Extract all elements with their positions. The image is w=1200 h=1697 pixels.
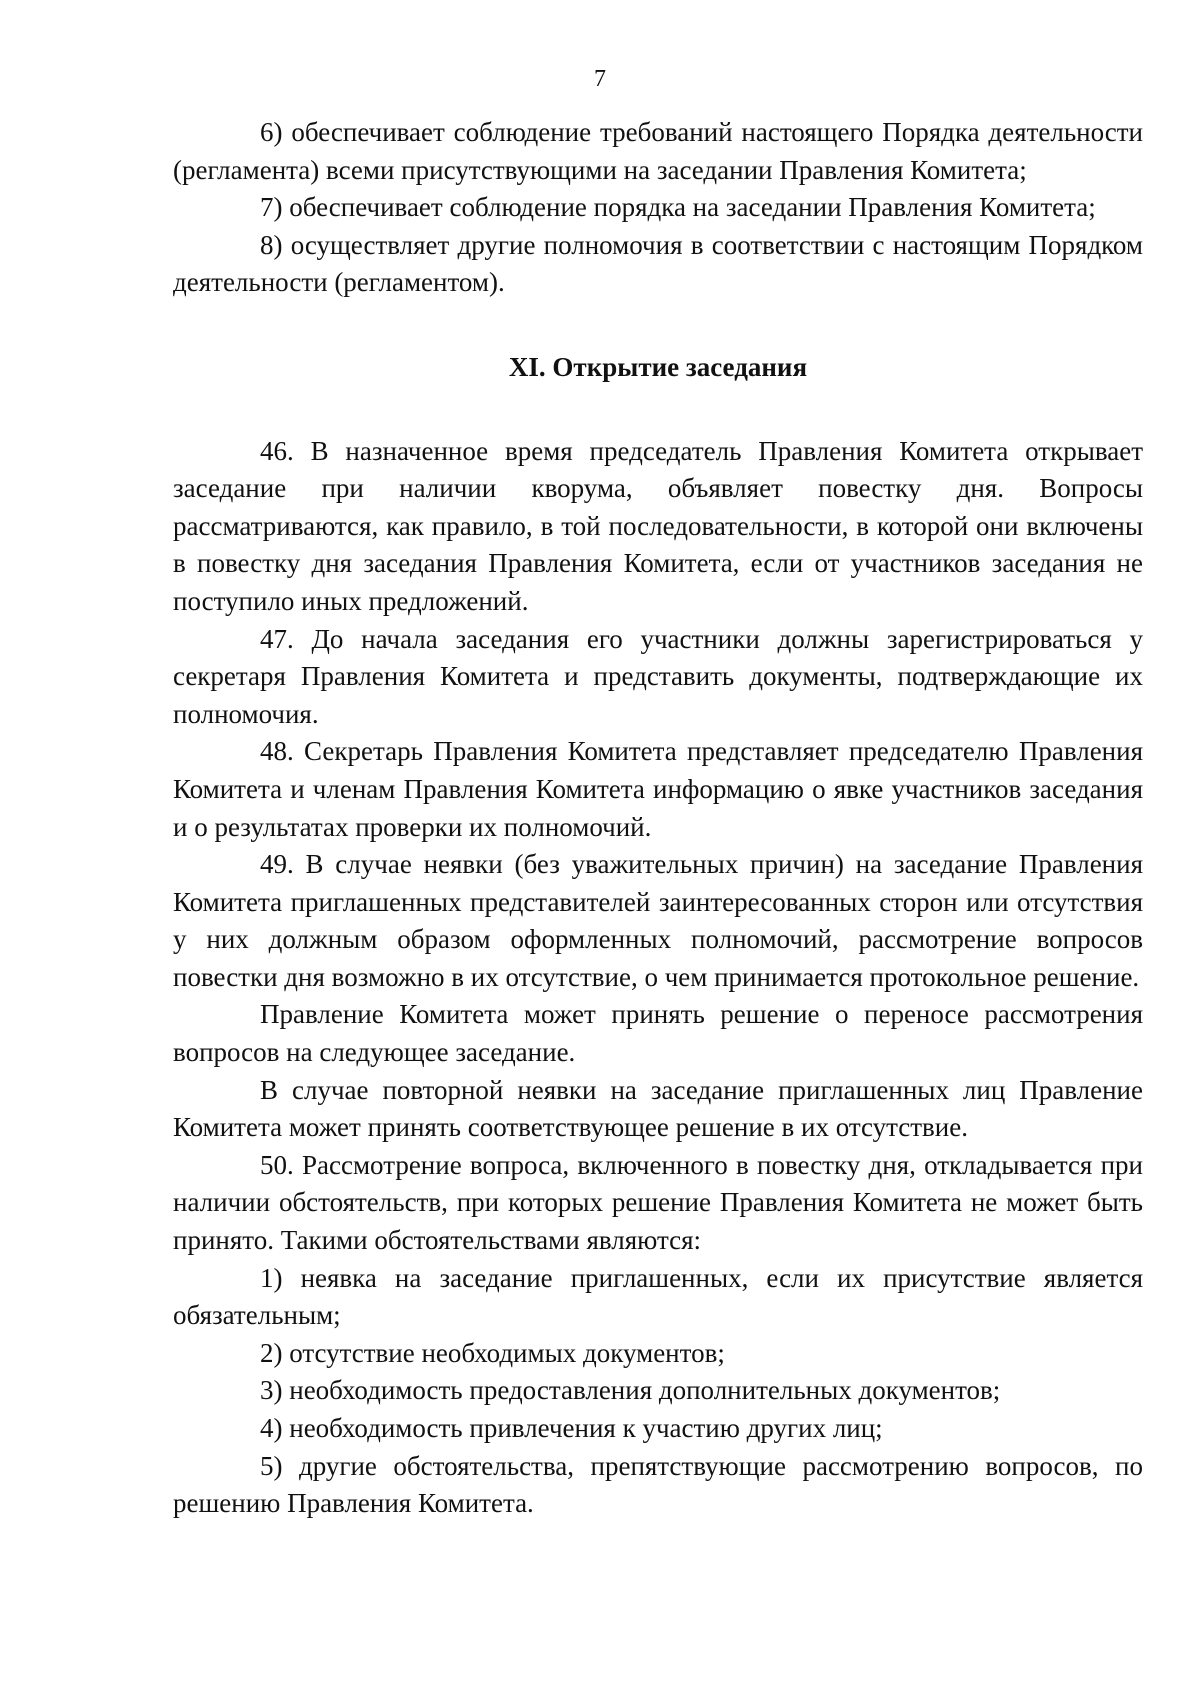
- clause-49-paragraph-3: В случае повторной неявки на заседание приглашенных лиц Правление Комитета может принять соответствующее решение в их отсутствие.: [173, 1074, 1143, 1143]
- clause-47: 47. До начала заседания его участники должны зарегистрироваться у секретаря Правления Комитета и представить документы, подтверждающие их полномочия.: [173, 623, 1143, 729]
- clause-50-item-3: 3) необходимость предоставления дополнительных документов;: [260, 1375, 1001, 1406]
- clause-50-item-4: 4) необходимость привлечения к участию других лиц;: [260, 1413, 883, 1443]
- clause-50: 50. Рассмотрение вопроса, включенного в повестку дня, откладывается при наличии обстоятельств, при которых решение Правления Комитета не может быть принято. Такими обстоятельствами являются:: [173, 1149, 1143, 1256]
- clause-48: 48. Секретарь Правления Комитета представляет председателю Правления Комитета и членам Правления Комитета информацию о явке участников заседания и о результатах проверки их полномочий.: [173, 736, 1143, 842]
- list-item-8: 8) осуществляет другие полномочия в соответствии с настоящим Порядком деятельности (регламентом).: [173, 229, 1143, 298]
- clause-50-item-2: 2) отсутствие необходимых документов;: [260, 1337, 725, 1368]
- list-item-6: 6) обеспечивает соблюдение требований настоящего Порядка деятельности (регламента) всеми присутствующими на заседании Правления Комитета;: [173, 117, 1143, 185]
- clause-50-item-1: 1) неявка на заседание приглашенных, если их присутствие является обязательным;: [173, 1262, 1143, 1331]
- document-body: [173, 114, 1143, 1523]
- page-number: 7: [594, 66, 606, 92]
- list-item-7: 7) обеспечивает соблюдение порядка на заседании Правления Комитета;: [260, 192, 1096, 223]
- section-heading: XI. Открытие заседания: [508, 351, 808, 382]
- clause-50-item-5: 5) другие обстоятельства, препятствующие рассмотрению вопросов, по решению Правления Комитета.: [173, 1450, 1143, 1519]
- clause-49: 49. В случае неявки (без уважительных причин) на заседание Правления Комитета приглашенных представителей заинтересованных сторон или отсутствия у них должным образом оформленных полномочий, рассмотрение вопросов повестки дня возможно в их отсутствие, о чем принимается протокольное решение.: [173, 849, 1143, 992]
- clause-49-paragraph-2: Правление Комитета может принять решение о переносе рассмотрения вопросов на следующее заседание.: [173, 999, 1143, 1068]
- clause-46: 46. В назначенное время председатель Правления Комитета открывает заседание при наличии кворума, объявляет повестку дня. Вопросы рассматриваются, как правило, в той последовательности, в которой они включены в повестку дня заседания Правления Комитета, если от участников заседания не поступило иных предложений.: [173, 435, 1143, 616]
